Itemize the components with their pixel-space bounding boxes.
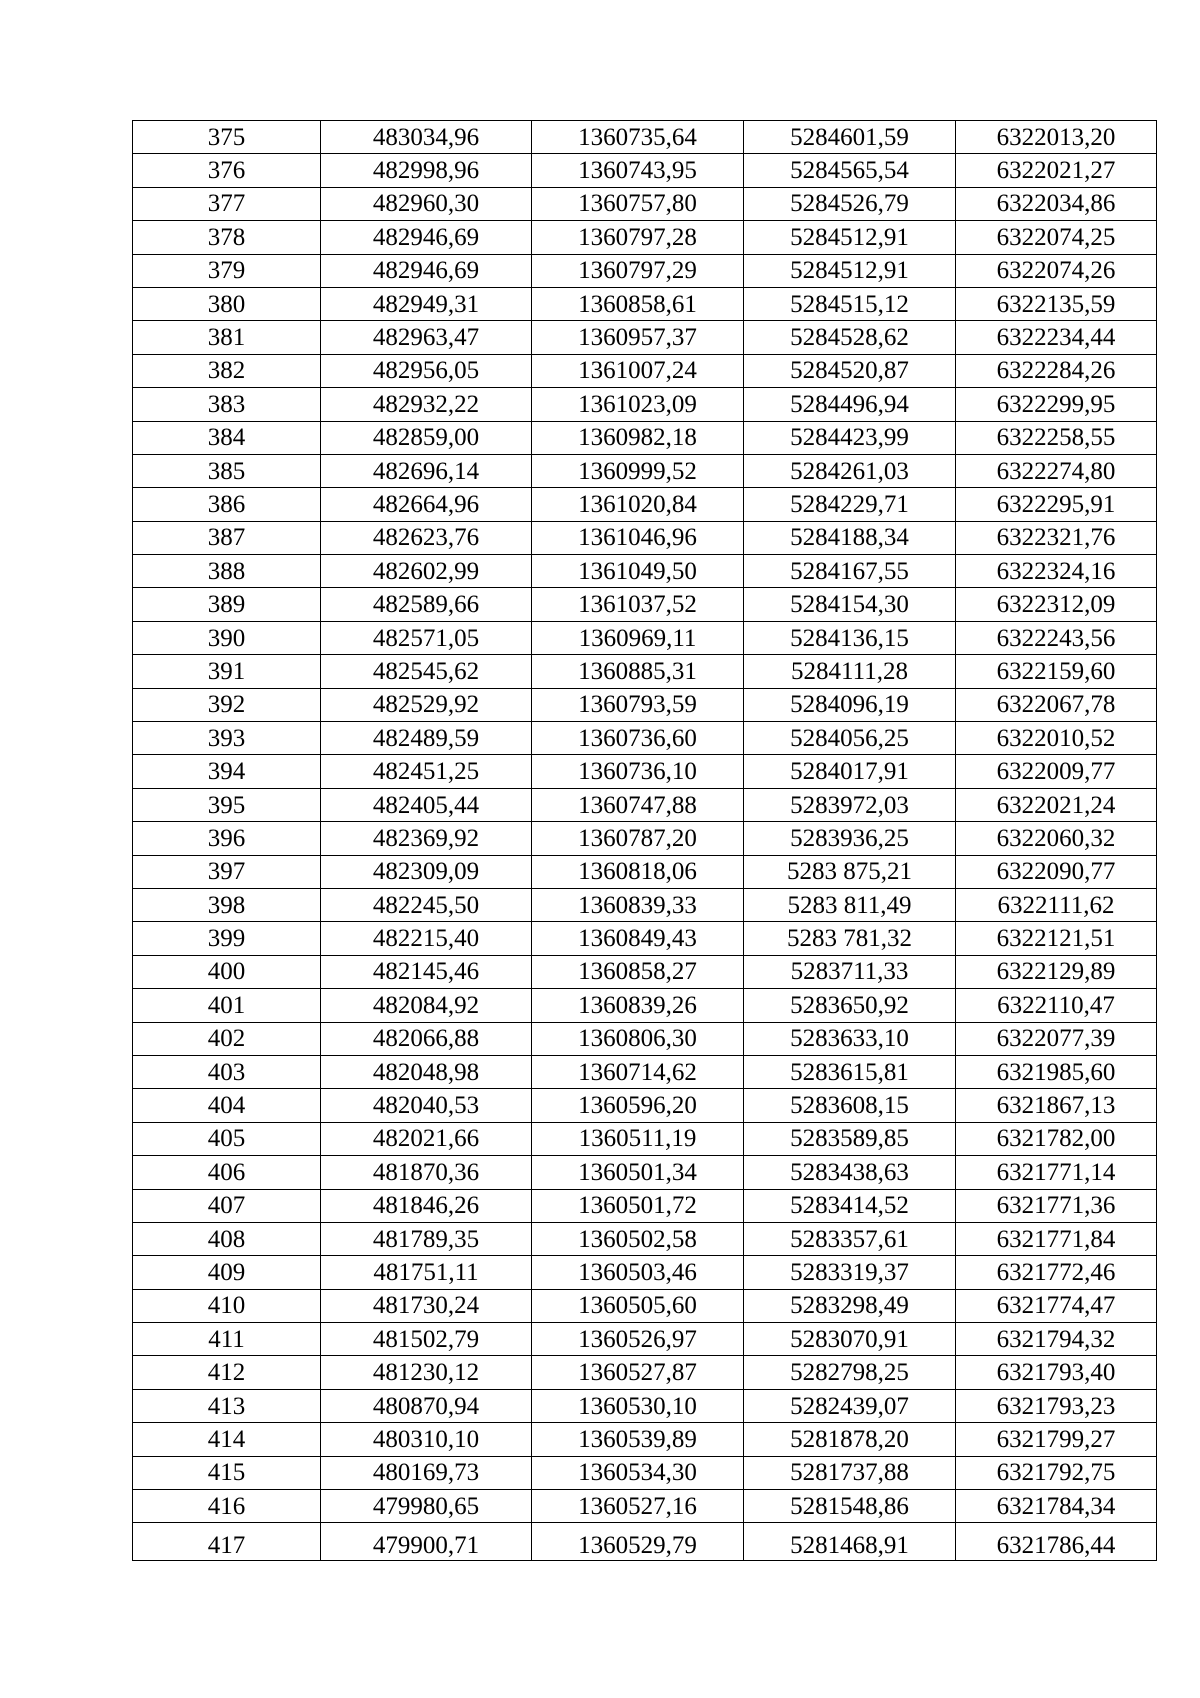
- coord-x2-cell: 5284512,91: [744, 254, 956, 287]
- table-row: [133, 722, 1157, 755]
- table-row: [133, 421, 1157, 454]
- coord-x2-cell: 5284520,87: [744, 354, 956, 387]
- point-number-cell: 413: [133, 1389, 321, 1422]
- coord-x2-cell: 5282798,25: [744, 1356, 956, 1389]
- coord-y2-cell: 6321793,23: [956, 1389, 1157, 1422]
- coord-y1-cell: 1360793,59: [532, 688, 744, 721]
- coord-x2-cell: 5283633,10: [744, 1022, 956, 1055]
- table-row: [133, 1389, 1157, 1422]
- coord-y2-cell: 6322324,16: [956, 555, 1157, 588]
- coord-x1-cell: 481789,35: [321, 1222, 532, 1255]
- table-row: [133, 354, 1157, 387]
- table-row: [133, 1323, 1157, 1356]
- table-row: [133, 1523, 1157, 1561]
- table-row: [133, 1022, 1157, 1055]
- table-row: [133, 488, 1157, 521]
- point-number-cell: 377: [133, 187, 321, 220]
- coord-x1-cell: 482946,69: [321, 221, 532, 254]
- coord-x2-cell: 5283972,03: [744, 788, 956, 821]
- coord-y1-cell: 1360982,18: [532, 421, 744, 454]
- table-row: [133, 254, 1157, 287]
- point-number-cell: 401: [133, 989, 321, 1022]
- coord-x1-cell: 482602,99: [321, 555, 532, 588]
- coord-x2-cell: 5284017,91: [744, 755, 956, 788]
- coord-x2-cell: 5284496,94: [744, 388, 956, 421]
- coord-x1-cell: 482405,44: [321, 788, 532, 821]
- coord-x2-cell: 5284261,03: [744, 454, 956, 487]
- point-number-cell: 403: [133, 1055, 321, 1088]
- coord-x1-cell: 482145,46: [321, 955, 532, 988]
- coord-x2-cell: 5283608,15: [744, 1089, 956, 1122]
- coord-y1-cell: 1360849,43: [532, 922, 744, 955]
- point-number-cell: 411: [133, 1323, 321, 1356]
- coord-y1-cell: 1360858,27: [532, 955, 744, 988]
- coord-y2-cell: 6321784,34: [956, 1490, 1157, 1523]
- point-number-cell: 395: [133, 788, 321, 821]
- point-number-cell: 384: [133, 421, 321, 454]
- coord-y1-cell: 1360999,52: [532, 454, 744, 487]
- point-number-cell: 376: [133, 154, 321, 187]
- coord-x1-cell: 482451,25: [321, 755, 532, 788]
- table-row: [133, 1356, 1157, 1389]
- coord-y2-cell: 6322090,77: [956, 855, 1157, 888]
- table-row: [133, 221, 1157, 254]
- point-number-cell: 415: [133, 1456, 321, 1489]
- coord-y1-cell: 1360743,95: [532, 154, 744, 187]
- table-row: [133, 1490, 1157, 1523]
- point-number-cell: 404: [133, 1089, 321, 1122]
- point-number-cell: 381: [133, 321, 321, 354]
- coord-x2-cell: 5283 781,32: [744, 922, 956, 955]
- coord-y2-cell: 6322274,80: [956, 454, 1157, 487]
- coord-y1-cell: 1360502,58: [532, 1222, 744, 1255]
- coord-x1-cell: 481751,11: [321, 1256, 532, 1289]
- point-number-cell: 412: [133, 1356, 321, 1389]
- coord-y2-cell: 6322159,60: [956, 655, 1157, 688]
- coord-x1-cell: 482696,14: [321, 454, 532, 487]
- coord-x1-cell: 480310,10: [321, 1423, 532, 1456]
- coord-y1-cell: 1360818,06: [532, 855, 744, 888]
- coord-y1-cell: 1360957,37: [532, 321, 744, 354]
- coord-x2-cell: 5284423,99: [744, 421, 956, 454]
- coord-y2-cell: 6321794,32: [956, 1323, 1157, 1356]
- coord-x2-cell: 5281548,86: [744, 1490, 956, 1523]
- table-row: [133, 121, 1157, 154]
- table-row: [133, 621, 1157, 654]
- coord-x2-cell: 5284056,25: [744, 722, 956, 755]
- coord-y1-cell: 1360757,80: [532, 187, 744, 220]
- coord-x1-cell: 481870,36: [321, 1156, 532, 1189]
- coord-y2-cell: 6322135,59: [956, 287, 1157, 320]
- coord-y2-cell: 6322295,91: [956, 488, 1157, 521]
- coord-y2-cell: 6321793,40: [956, 1356, 1157, 1389]
- coord-y2-cell: 6322110,47: [956, 989, 1157, 1022]
- point-number-cell: 414: [133, 1423, 321, 1456]
- coord-y2-cell: 6322074,26: [956, 254, 1157, 287]
- point-number-cell: 392: [133, 688, 321, 721]
- coord-x2-cell: 5283936,25: [744, 822, 956, 855]
- table-row: [133, 154, 1157, 187]
- coord-x2-cell: 5283438,63: [744, 1156, 956, 1189]
- point-number-cell: 385: [133, 454, 321, 487]
- coord-y1-cell: 1360505,60: [532, 1289, 744, 1322]
- coord-x2-cell: 5283650,92: [744, 989, 956, 1022]
- coord-y1-cell: 1360797,29: [532, 254, 744, 287]
- point-number-cell: 407: [133, 1189, 321, 1222]
- coord-y2-cell: 6322021,24: [956, 788, 1157, 821]
- coord-x2-cell: 5283711,33: [744, 955, 956, 988]
- coord-y2-cell: 6322067,78: [956, 688, 1157, 721]
- table-row: [133, 955, 1157, 988]
- table-row: [133, 922, 1157, 955]
- coord-x1-cell: 480870,94: [321, 1389, 532, 1422]
- coord-x2-cell: 5283319,37: [744, 1256, 956, 1289]
- coord-x1-cell: 482946,69: [321, 254, 532, 287]
- point-number-cell: 417: [133, 1523, 321, 1561]
- point-number-cell: 393: [133, 722, 321, 755]
- coord-x2-cell: 5281878,20: [744, 1423, 956, 1456]
- point-number-cell: 387: [133, 521, 321, 554]
- coord-x1-cell: 482571,05: [321, 621, 532, 654]
- point-number-cell: 400: [133, 955, 321, 988]
- coord-y1-cell: 1360501,72: [532, 1189, 744, 1222]
- point-number-cell: 382: [133, 354, 321, 387]
- coord-y2-cell: 6322010,52: [956, 722, 1157, 755]
- coord-x2-cell: 5284154,30: [744, 588, 956, 621]
- point-number-cell: 378: [133, 221, 321, 254]
- coord-y1-cell: 1360885,31: [532, 655, 744, 688]
- table-row: [133, 688, 1157, 721]
- coord-x1-cell: 482859,00: [321, 421, 532, 454]
- coord-y1-cell: 1360787,20: [532, 822, 744, 855]
- point-number-cell: 402: [133, 1022, 321, 1055]
- coord-x2-cell: 5281468,91: [744, 1523, 956, 1561]
- coord-x1-cell: 482960,30: [321, 187, 532, 220]
- point-number-cell: 380: [133, 287, 321, 320]
- table-row: [133, 1423, 1157, 1456]
- table-row: [133, 1089, 1157, 1122]
- coord-y1-cell: 1360501,34: [532, 1156, 744, 1189]
- coord-y1-cell: 1361046,96: [532, 521, 744, 554]
- coord-y2-cell: 6322321,76: [956, 521, 1157, 554]
- coord-x1-cell: 481846,26: [321, 1189, 532, 1222]
- coordinates-table-body: [133, 121, 1157, 1561]
- coord-y2-cell: 6321985,60: [956, 1055, 1157, 1088]
- point-number-cell: 391: [133, 655, 321, 688]
- coord-y1-cell: 1360747,88: [532, 788, 744, 821]
- table-row: [133, 788, 1157, 821]
- point-number-cell: 405: [133, 1122, 321, 1155]
- coord-x2-cell: 5283615,81: [744, 1055, 956, 1088]
- coord-y2-cell: 6322060,32: [956, 822, 1157, 855]
- coord-y1-cell: 1360735,64: [532, 121, 744, 154]
- coord-y1-cell: 1360511,19: [532, 1122, 744, 1155]
- coord-y2-cell: 6322077,39: [956, 1022, 1157, 1055]
- coord-x1-cell: 479900,71: [321, 1523, 532, 1561]
- table-row: [133, 1256, 1157, 1289]
- coord-y1-cell: 1360534,30: [532, 1456, 744, 1489]
- table-row: [133, 855, 1157, 888]
- table-row: [133, 755, 1157, 788]
- table-row: [133, 822, 1157, 855]
- coord-y2-cell: 6321771,84: [956, 1222, 1157, 1255]
- coord-y2-cell: 6321799,27: [956, 1423, 1157, 1456]
- coord-y1-cell: 1360797,28: [532, 221, 744, 254]
- coord-y2-cell: 6322243,56: [956, 621, 1157, 654]
- coord-x1-cell: 482589,66: [321, 588, 532, 621]
- coord-y1-cell: 1360736,10: [532, 755, 744, 788]
- coord-y2-cell: 6322129,89: [956, 955, 1157, 988]
- coord-x2-cell: 5284565,54: [744, 154, 956, 187]
- coord-x2-cell: 5283 875,21: [744, 855, 956, 888]
- table-row: [133, 888, 1157, 921]
- coord-x2-cell: 5284512,91: [744, 221, 956, 254]
- coord-y2-cell: 6322284,26: [956, 354, 1157, 387]
- table-row: [133, 454, 1157, 487]
- coord-y2-cell: 6322121,51: [956, 922, 1157, 955]
- coord-y1-cell: 1360858,61: [532, 287, 744, 320]
- coord-y1-cell: 1360530,10: [532, 1389, 744, 1422]
- coord-y2-cell: 6321786,44: [956, 1523, 1157, 1561]
- coord-y1-cell: 1360539,89: [532, 1423, 744, 1456]
- coord-x1-cell: 482545,62: [321, 655, 532, 688]
- coord-x2-cell: 5281737,88: [744, 1456, 956, 1489]
- coord-x1-cell: 482956,05: [321, 354, 532, 387]
- table-row: [133, 1456, 1157, 1489]
- point-number-cell: 398: [133, 888, 321, 921]
- point-number-cell: 389: [133, 588, 321, 621]
- coord-y2-cell: 6322111,62: [956, 888, 1157, 921]
- coord-x2-cell: 5283589,85: [744, 1122, 956, 1155]
- coord-y1-cell: 1361037,52: [532, 588, 744, 621]
- coord-y2-cell: 6322034,86: [956, 187, 1157, 220]
- point-number-cell: 396: [133, 822, 321, 855]
- coord-y1-cell: 1360839,26: [532, 989, 744, 1022]
- coord-x2-cell: 5284096,19: [744, 688, 956, 721]
- point-number-cell: 390: [133, 621, 321, 654]
- point-number-cell: 397: [133, 855, 321, 888]
- coord-x2-cell: 5284188,34: [744, 521, 956, 554]
- coord-x1-cell: 482040,53: [321, 1089, 532, 1122]
- point-number-cell: 416: [133, 1490, 321, 1523]
- coord-y1-cell: 1361020,84: [532, 488, 744, 521]
- coord-x2-cell: 5283 811,49: [744, 888, 956, 921]
- table-row: [133, 989, 1157, 1022]
- coord-y1-cell: 1360526,97: [532, 1323, 744, 1356]
- table-row: [133, 1222, 1157, 1255]
- point-number-cell: 375: [133, 121, 321, 154]
- coord-x1-cell: 482245,50: [321, 888, 532, 921]
- table-row: [133, 187, 1157, 220]
- point-number-cell: 410: [133, 1289, 321, 1322]
- point-number-cell: 406: [133, 1156, 321, 1189]
- coord-y1-cell: 1360714,62: [532, 1055, 744, 1088]
- coord-x1-cell: 482963,47: [321, 321, 532, 354]
- coord-x2-cell: 5284515,12: [744, 287, 956, 320]
- coord-x2-cell: 5284528,62: [744, 321, 956, 354]
- point-number-cell: 383: [133, 388, 321, 421]
- point-number-cell: 388: [133, 555, 321, 588]
- coord-y2-cell: 6321772,46: [956, 1256, 1157, 1289]
- coord-y2-cell: 6322234,44: [956, 321, 1157, 354]
- coord-y1-cell: 1361049,50: [532, 555, 744, 588]
- coord-x1-cell: 479980,65: [321, 1490, 532, 1523]
- point-number-cell: 379: [133, 254, 321, 287]
- coord-x1-cell: 482623,76: [321, 521, 532, 554]
- point-number-cell: 394: [133, 755, 321, 788]
- coord-y2-cell: 6322258,55: [956, 421, 1157, 454]
- coord-y2-cell: 6321867,13: [956, 1089, 1157, 1122]
- coord-x2-cell: 5284111,28: [744, 655, 956, 688]
- table-row: [133, 555, 1157, 588]
- coord-x2-cell: 5283298,49: [744, 1289, 956, 1322]
- coord-x1-cell: 482998,96: [321, 154, 532, 187]
- coord-y2-cell: 6322021,27: [956, 154, 1157, 187]
- coord-y2-cell: 6321792,75: [956, 1456, 1157, 1489]
- coord-x1-cell: 482664,96: [321, 488, 532, 521]
- table-row: [133, 321, 1157, 354]
- coord-x1-cell: 482084,92: [321, 989, 532, 1022]
- coord-y1-cell: 1360503,46: [532, 1256, 744, 1289]
- coord-x2-cell: 5284526,79: [744, 187, 956, 220]
- table-row: [133, 588, 1157, 621]
- coord-y2-cell: 6322013,20: [956, 121, 1157, 154]
- coord-y2-cell: 6322312,09: [956, 588, 1157, 621]
- coord-x1-cell: 482949,31: [321, 287, 532, 320]
- coord-x1-cell: 482529,92: [321, 688, 532, 721]
- coord-x1-cell: 482369,92: [321, 822, 532, 855]
- table-row: [133, 388, 1157, 421]
- coord-y1-cell: 1361007,24: [532, 354, 744, 387]
- coord-x1-cell: 480169,73: [321, 1456, 532, 1489]
- coord-x2-cell: 5282439,07: [744, 1389, 956, 1422]
- coord-x1-cell: 482932,22: [321, 388, 532, 421]
- coord-x1-cell: 481730,24: [321, 1289, 532, 1322]
- coord-x2-cell: 5284136,15: [744, 621, 956, 654]
- coord-x1-cell: 482215,40: [321, 922, 532, 955]
- table-row: [133, 1122, 1157, 1155]
- coord-y2-cell: 6321771,36: [956, 1189, 1157, 1222]
- table-row: [133, 1156, 1157, 1189]
- coord-x2-cell: 5284229,71: [744, 488, 956, 521]
- table-row: [133, 1289, 1157, 1322]
- coord-y1-cell: 1360839,33: [532, 888, 744, 921]
- coord-y1-cell: 1360596,20: [532, 1089, 744, 1122]
- coord-y2-cell: 6321782,00: [956, 1122, 1157, 1155]
- table-row: [133, 521, 1157, 554]
- coord-y2-cell: 6321771,14: [956, 1156, 1157, 1189]
- coord-x1-cell: 481502,79: [321, 1323, 532, 1356]
- coord-x1-cell: 482021,66: [321, 1122, 532, 1155]
- coord-x1-cell: 482489,59: [321, 722, 532, 755]
- coord-y1-cell: 1360527,16: [532, 1490, 744, 1523]
- point-number-cell: 409: [133, 1256, 321, 1289]
- coord-x2-cell: 5283414,52: [744, 1189, 956, 1222]
- coordinates-table: [132, 120, 1157, 1561]
- point-number-cell: 408: [133, 1222, 321, 1255]
- coord-x2-cell: 5283070,91: [744, 1323, 956, 1356]
- coord-y1-cell: 1360969,11: [532, 621, 744, 654]
- coord-x1-cell: 481230,12: [321, 1356, 532, 1389]
- point-number-cell: 399: [133, 922, 321, 955]
- coord-y1-cell: 1360527,87: [532, 1356, 744, 1389]
- coord-x2-cell: 5284601,59: [744, 121, 956, 154]
- coord-y1-cell: 1361023,09: [532, 388, 744, 421]
- coord-y1-cell: 1360529,79: [532, 1523, 744, 1561]
- coord-x1-cell: 483034,96: [321, 121, 532, 154]
- point-number-cell: 386: [133, 488, 321, 521]
- coord-x2-cell: 5284167,55: [744, 555, 956, 588]
- coord-y2-cell: 6321774,47: [956, 1289, 1157, 1322]
- coord-y2-cell: 6322074,25: [956, 221, 1157, 254]
- coord-y1-cell: 1360736,60: [532, 722, 744, 755]
- table-row: [133, 1055, 1157, 1088]
- coord-y1-cell: 1360806,30: [532, 1022, 744, 1055]
- coord-y2-cell: 6322299,95: [956, 388, 1157, 421]
- table-row: [133, 1189, 1157, 1222]
- coord-x1-cell: 482066,88: [321, 1022, 532, 1055]
- coord-y2-cell: 6322009,77: [956, 755, 1157, 788]
- coord-x1-cell: 482048,98: [321, 1055, 532, 1088]
- coord-x1-cell: 482309,09: [321, 855, 532, 888]
- table-row: [133, 287, 1157, 320]
- table-row: [133, 655, 1157, 688]
- coord-x2-cell: 5283357,61: [744, 1222, 956, 1255]
